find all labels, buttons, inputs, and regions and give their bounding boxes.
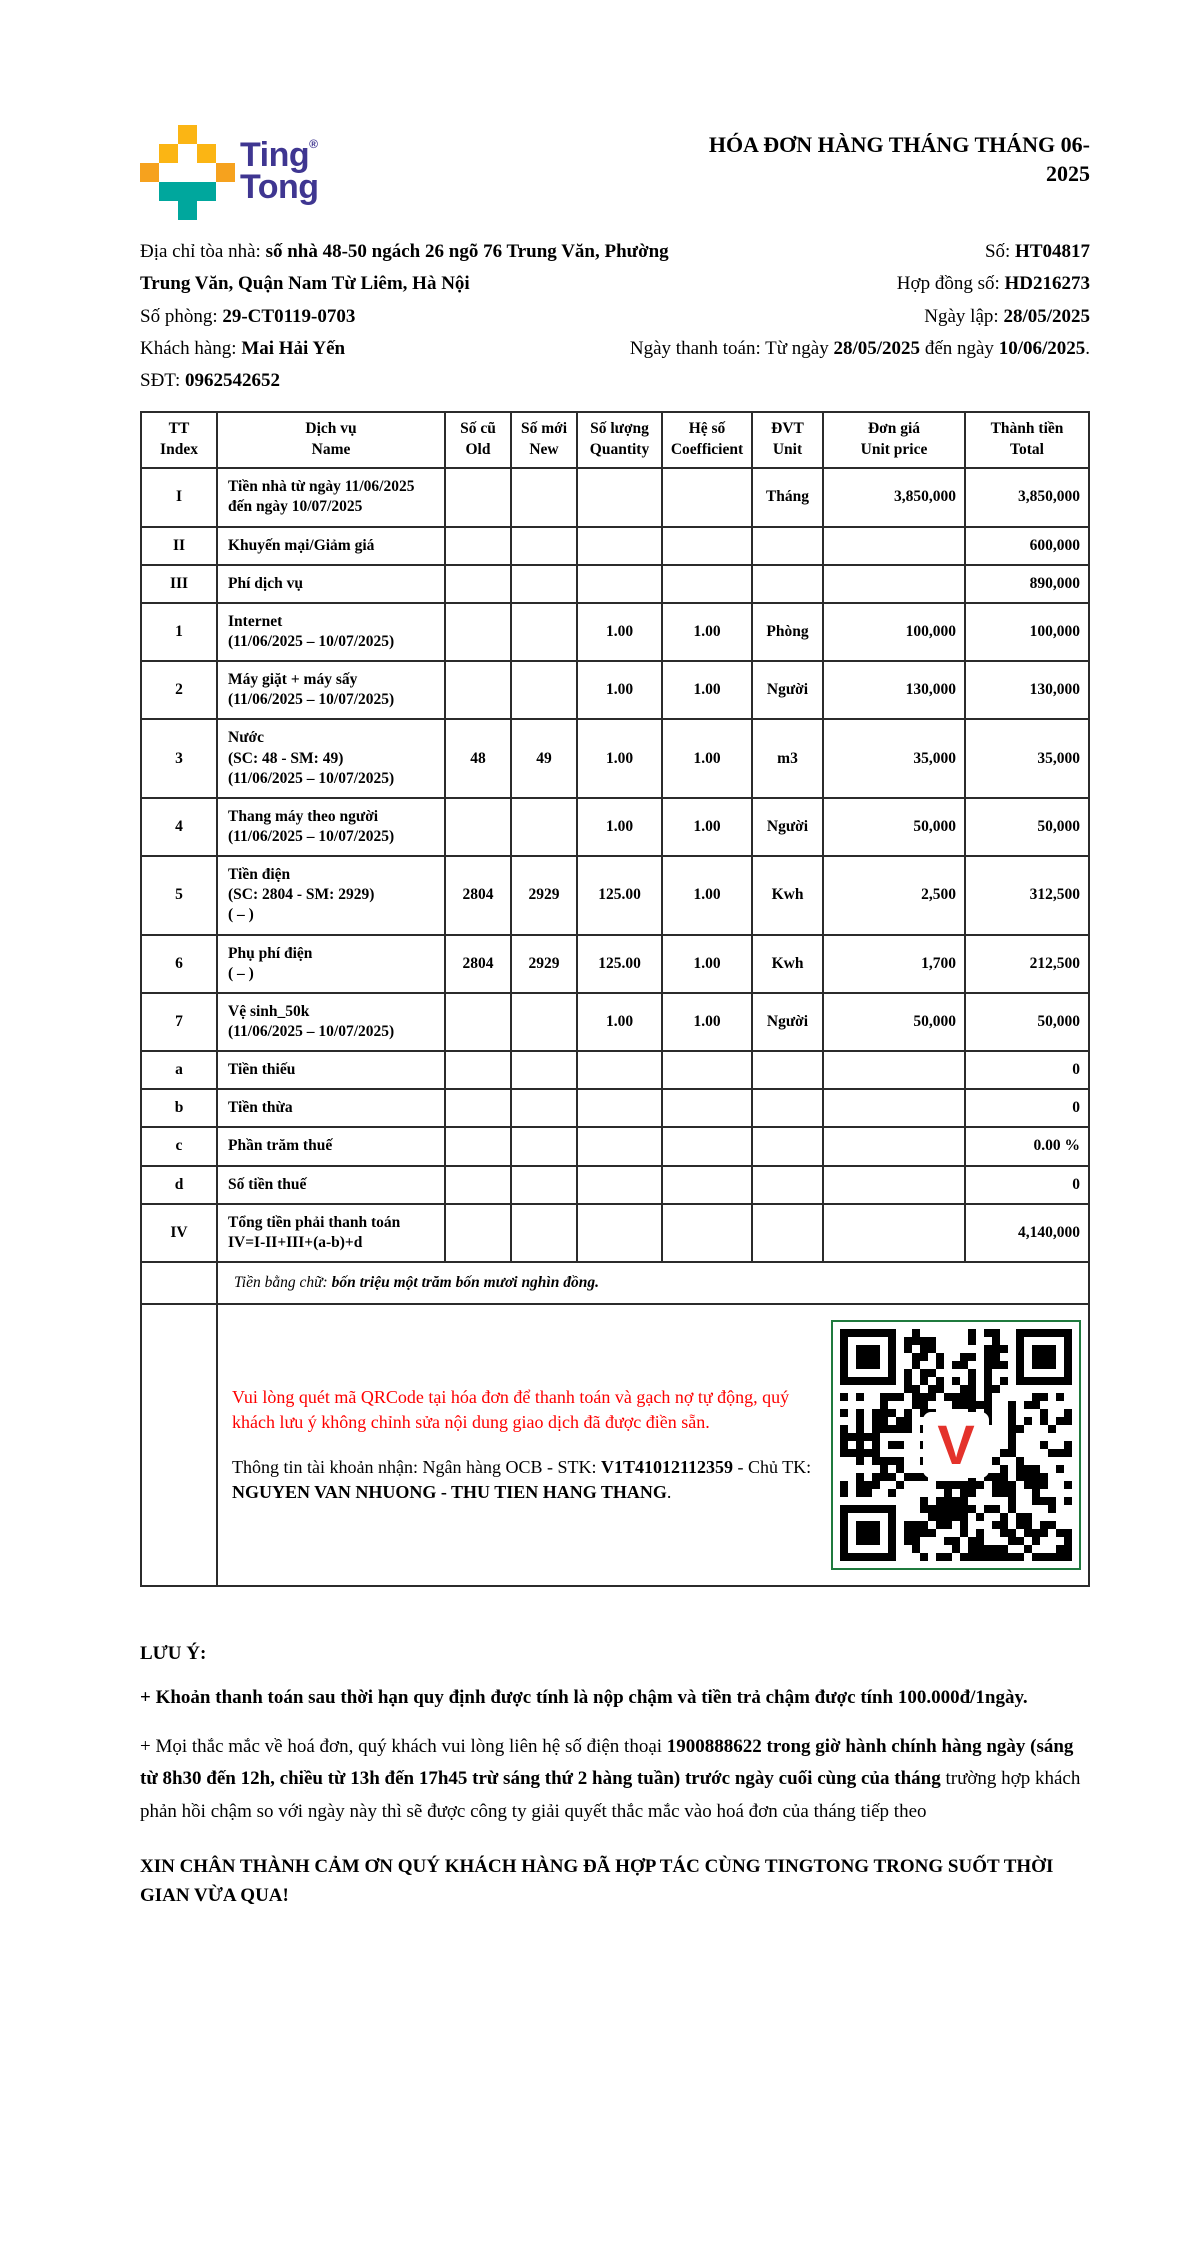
cell-qty	[577, 1127, 662, 1165]
cell-new: 2929	[511, 856, 577, 934]
cell-new	[511, 1166, 577, 1204]
cell-coef	[662, 1051, 752, 1089]
info-row	[140, 301, 1090, 333]
cell-qty	[577, 1166, 662, 1204]
cell-qty	[577, 1051, 662, 1089]
cell-unit: Tháng	[752, 468, 823, 526]
cell-total: 0	[965, 1051, 1089, 1089]
info-left-text: SĐT: 0962542652	[140, 370, 280, 392]
cell-new	[511, 603, 577, 661]
cell-coef: 1.00	[662, 935, 752, 993]
cell-new	[511, 468, 577, 526]
qr-code	[831, 1320, 1081, 1570]
cell-price: 3,850,000	[823, 468, 965, 526]
hotline-note: + Mọi thắc mắc về hoá đơn, quý khách vui lòng liên hệ số điện thoại 1900888622 trong giờ hành chính hàng ngày (sáng từ 8h30 đến 12h, chiều từ 13h đến 17h45 trừ sáng thứ 2 hàng tuần) trước ngày cuối cùng của tháng trường hợp khách phản hồi chậm so với ngày này thì sẽ được công ty giải quyết thắc mắc vào hoá đơn của tháng tiếp theo	[140, 1736, 1081, 1822]
cell-i: 2	[141, 661, 217, 719]
info-left-text: Khách hàng: Mai Hải Yến	[140, 337, 346, 359]
cell-unit	[752, 1127, 823, 1165]
cell-price	[823, 1204, 965, 1262]
cell-price	[823, 565, 965, 603]
tingtong-logo-text	[240, 136, 319, 207]
qr-cell	[217, 1304, 1089, 1586]
cell-qty: 125.00	[577, 935, 662, 993]
cell-old	[445, 798, 511, 856]
cell-old	[445, 1051, 511, 1089]
cell-qty: 1.00	[577, 603, 662, 661]
logo-word2: Tong	[240, 168, 319, 207]
info-row	[140, 268, 1090, 300]
cell-unit: Người	[752, 993, 823, 1051]
cell-empty	[141, 1304, 217, 1586]
cell-coef: 1.00	[662, 661, 752, 719]
cell-qty	[577, 1089, 662, 1127]
cell-name: Vệ sinh_50k (11/06/2025 – 10/07/2025)	[217, 993, 445, 1051]
cell-unit	[752, 1166, 823, 1204]
cell-i: 1	[141, 603, 217, 661]
cell-unit: Người	[752, 798, 823, 856]
cell-total: 890,000	[965, 565, 1089, 603]
cell-name: Phí dịch vụ	[217, 565, 445, 603]
info-left-text: Số phòng: 29-CT0119-0703	[140, 305, 356, 327]
qr-note-account: Thông tin tài khoản nhận: Ngân hàng OCB - STK: V1T41012112359 - Chủ TK: NGUYEN VAN NHUONG - THU TIEN HANG THANG.	[232, 1457, 812, 1503]
column-header: Số cũ Old	[445, 412, 511, 468]
cell-price: 35,000	[823, 719, 965, 797]
cell-unit: Kwh	[752, 856, 823, 934]
cell-empty	[141, 1262, 217, 1304]
table-row-2	[141, 661, 1089, 719]
cell-qty	[577, 1204, 662, 1262]
cell-old: 2804	[445, 935, 511, 993]
cell-coef: 1.00	[662, 856, 752, 934]
table-row-II	[141, 527, 1089, 565]
table-row-d	[141, 1166, 1089, 1204]
info-right-text: Ngày lập: 28/05/2025	[924, 305, 1090, 327]
cell-i: b	[141, 1089, 217, 1127]
cell-i: c	[141, 1127, 217, 1165]
cell-coef	[662, 565, 752, 603]
cell-name: Thang máy theo người (11/06/2025 – 10/07/2025)	[217, 798, 445, 856]
cell-name: Số tiền thuế	[217, 1166, 445, 1204]
invoice-title: HÓA ĐƠN HÀNG THÁNG THÁNG 06-2025	[708, 132, 1090, 186]
cell-i: 3	[141, 719, 217, 797]
vietqr-logo-icon: V	[923, 1412, 989, 1478]
cell-i: 7	[141, 993, 217, 1051]
info-right-text: Hợp đồng số: HD216273	[896, 273, 1090, 295]
qr-row-content	[224, 1313, 1082, 1577]
cell-total: 50,000	[965, 798, 1089, 856]
cell-unit	[752, 527, 823, 565]
cell-new	[511, 661, 577, 719]
header	[140, 125, 1090, 220]
info-left-text: Địa chỉ tòa nhà: số nhà 48-50 ngách 26 ngõ 76 Trung Văn, Phường	[140, 241, 669, 262]
cell-i: III	[141, 565, 217, 603]
cell-unit	[752, 1051, 823, 1089]
cell-new	[511, 1051, 577, 1089]
info-section	[140, 236, 1090, 397]
cell-old: 2804	[445, 856, 511, 934]
cell-total: 100,000	[965, 603, 1089, 661]
cell-old	[445, 527, 511, 565]
cell-new	[511, 798, 577, 856]
cell-name: Nước (SC: 48 - SM: 49) (11/06/2025 – 10/07/2025)	[217, 719, 445, 797]
cell-unit	[752, 565, 823, 603]
cell-total: 35,000	[965, 719, 1089, 797]
cell-unit	[752, 1089, 823, 1127]
table-row-5	[141, 856, 1089, 934]
cell-coef	[662, 527, 752, 565]
column-header: Dịch vụ Name	[217, 412, 445, 468]
column-header: Hệ số Coefficient	[662, 412, 752, 468]
tingtong-logo-icon	[140, 125, 235, 220]
cell-old	[445, 565, 511, 603]
cell-unit: Kwh	[752, 935, 823, 993]
table-row-III	[141, 565, 1089, 603]
cell-total: 3,850,000	[965, 468, 1089, 526]
cell-old: 48	[445, 719, 511, 797]
thank-you-note: XIN CHÂN THÀNH CẢM ƠN QUÝ KHÁCH HÀNG ĐÃ HỢP TÁC CÙNG TINGTONG TRONG SUỐT THỜI GIAN VỪA QUA!	[140, 1856, 1054, 1907]
tingtong-logo	[140, 125, 319, 220]
cell-price	[823, 1051, 965, 1089]
registered-mark: ®	[309, 137, 318, 151]
cell-new	[511, 565, 577, 603]
cell-total: 312,500	[965, 856, 1089, 934]
cell-qty: 1.00	[577, 719, 662, 797]
cell-qty: 1.00	[577, 798, 662, 856]
table-header-row	[141, 412, 1089, 468]
qr-instructions	[224, 1385, 824, 1506]
qr-note-red: Vui lòng quét mã QRCode tại hóa đơn để thanh toán và gạch nợ tự động, quý khách lưu ý không chỉnh sửa nội dung giao dịch đã được điền sẵn.	[232, 1386, 790, 1432]
cell-price: 50,000	[823, 798, 965, 856]
cell-qty: 1.00	[577, 661, 662, 719]
cell-new	[511, 1089, 577, 1127]
cell-i: 5	[141, 856, 217, 934]
amount-in-words-row	[141, 1262, 1089, 1304]
column-header: TT Index	[141, 412, 217, 468]
column-header: Số mới New	[511, 412, 577, 468]
cell-old	[445, 1166, 511, 1204]
cell-i: IV	[141, 1204, 217, 1262]
cell-old	[445, 468, 511, 526]
info-right-text: Ngày thanh toán: Từ ngày 28/05/2025 đến ngày 10/06/2025.	[629, 337, 1090, 359]
table-row-a	[141, 1051, 1089, 1089]
info-right-text: Số: HT04817	[984, 241, 1090, 262]
cell-name: Internet (11/06/2025 – 10/07/2025)	[217, 603, 445, 661]
column-header: Số lượng Quantity	[577, 412, 662, 468]
cell-new	[511, 1127, 577, 1165]
cell-unit: Người	[752, 661, 823, 719]
cell-old	[445, 661, 511, 719]
info-row	[140, 365, 1090, 397]
cell-total: 0	[965, 1166, 1089, 1204]
cell-qty	[577, 527, 662, 565]
notes-heading: LƯU Ý:	[140, 1643, 207, 1665]
invoice-table	[140, 411, 1090, 1587]
cell-price: 50,000	[823, 993, 965, 1051]
cell-old	[445, 1089, 511, 1127]
cell-price: 2,500	[823, 856, 965, 934]
info-row	[140, 333, 1090, 365]
cell-coef	[662, 468, 752, 526]
cell-coef	[662, 1166, 752, 1204]
cell-i: I	[141, 468, 217, 526]
cell-total: 212,500	[965, 935, 1089, 993]
cell-old	[445, 1204, 511, 1262]
qr-row	[141, 1304, 1089, 1586]
info-row	[140, 236, 1090, 268]
column-header: Thành tiền Total	[965, 412, 1089, 468]
cell-old	[445, 993, 511, 1051]
cell-qty: 125.00	[577, 856, 662, 934]
info-left-text: Trung Văn, Quận Nam Từ Liêm, Hà Nội	[140, 273, 470, 295]
table-row-6	[141, 935, 1089, 993]
amount-in-words: Tiền bằng chữ: bốn triệu một trăm bốn mươi nghìn đồng.	[217, 1262, 1089, 1304]
cell-coef: 1.00	[662, 798, 752, 856]
cell-qty: 1.00	[577, 993, 662, 1051]
cell-i: II	[141, 527, 217, 565]
table-row-3	[141, 719, 1089, 797]
table-row-7	[141, 993, 1089, 1051]
table-row-1	[141, 603, 1089, 661]
cell-price	[823, 527, 965, 565]
logo-word1: Ting	[240, 136, 310, 174]
cell-name: Tiền thiếu	[217, 1051, 445, 1089]
table-row-4	[141, 798, 1089, 856]
cell-old	[445, 1127, 511, 1165]
cell-total: 130,000	[965, 661, 1089, 719]
cell-price	[823, 1166, 965, 1204]
cell-new: 2929	[511, 935, 577, 993]
cell-old	[445, 603, 511, 661]
cell-price: 1,700	[823, 935, 965, 993]
table-row-c	[141, 1127, 1089, 1165]
cell-unit	[752, 1204, 823, 1262]
column-header: Đơn giá Unit price	[823, 412, 965, 468]
cell-coef: 1.00	[662, 603, 752, 661]
cell-name: Tổng tiền phải thanh toán IV=I-II+III+(a-b)+d	[217, 1204, 445, 1262]
cell-total: 0	[965, 1089, 1089, 1127]
table-row-b	[141, 1089, 1089, 1127]
cell-new: 49	[511, 719, 577, 797]
cell-coef	[662, 1204, 752, 1262]
cell-price: 100,000	[823, 603, 965, 661]
cell-coef	[662, 1089, 752, 1127]
table-row-IV	[141, 1204, 1089, 1262]
cell-price	[823, 1089, 965, 1127]
cell-name: Khuyến mại/Giảm giá	[217, 527, 445, 565]
cell-qty	[577, 468, 662, 526]
cell-total: 4,140,000	[965, 1204, 1089, 1262]
cell-i: d	[141, 1166, 217, 1204]
cell-unit: Phòng	[752, 603, 823, 661]
cell-coef	[662, 1127, 752, 1165]
cell-coef: 1.00	[662, 719, 752, 797]
cell-total: 600,000	[965, 527, 1089, 565]
cell-name: Phụ phí điện ( – )	[217, 935, 445, 993]
cell-total: 0.00 %	[965, 1127, 1089, 1165]
cell-price: 130,000	[823, 661, 965, 719]
cell-i: 6	[141, 935, 217, 993]
cell-name: Tiền thừa	[217, 1089, 445, 1127]
cell-qty	[577, 565, 662, 603]
table-row-I	[141, 468, 1089, 526]
cell-coef: 1.00	[662, 993, 752, 1051]
cell-name: Phần trăm thuế	[217, 1127, 445, 1165]
cell-new	[511, 1204, 577, 1262]
cell-unit: m3	[752, 719, 823, 797]
cell-price	[823, 1127, 965, 1165]
cell-total: 50,000	[965, 993, 1089, 1051]
cell-i: a	[141, 1051, 217, 1089]
late-payment-note: + Khoản thanh toán sau thời hạn quy định được tính là nộp chậm và tiền trả chậm được tính 100.000đ/1ngày.	[140, 1687, 1028, 1709]
cell-i: 4	[141, 798, 217, 856]
footer	[140, 1643, 1092, 1911]
column-header: ĐVT Unit	[752, 412, 823, 468]
cell-name: Tiền điện (SC: 2804 - SM: 2929) ( – )	[217, 856, 445, 934]
cell-new	[511, 993, 577, 1051]
cell-new	[511, 527, 577, 565]
cell-name: Máy giặt + máy sấy (11/06/2025 – 10/07/2025)	[217, 661, 445, 719]
cell-name: Tiền nhà từ ngày 11/06/2025 đến ngày 10/07/2025	[217, 468, 445, 526]
